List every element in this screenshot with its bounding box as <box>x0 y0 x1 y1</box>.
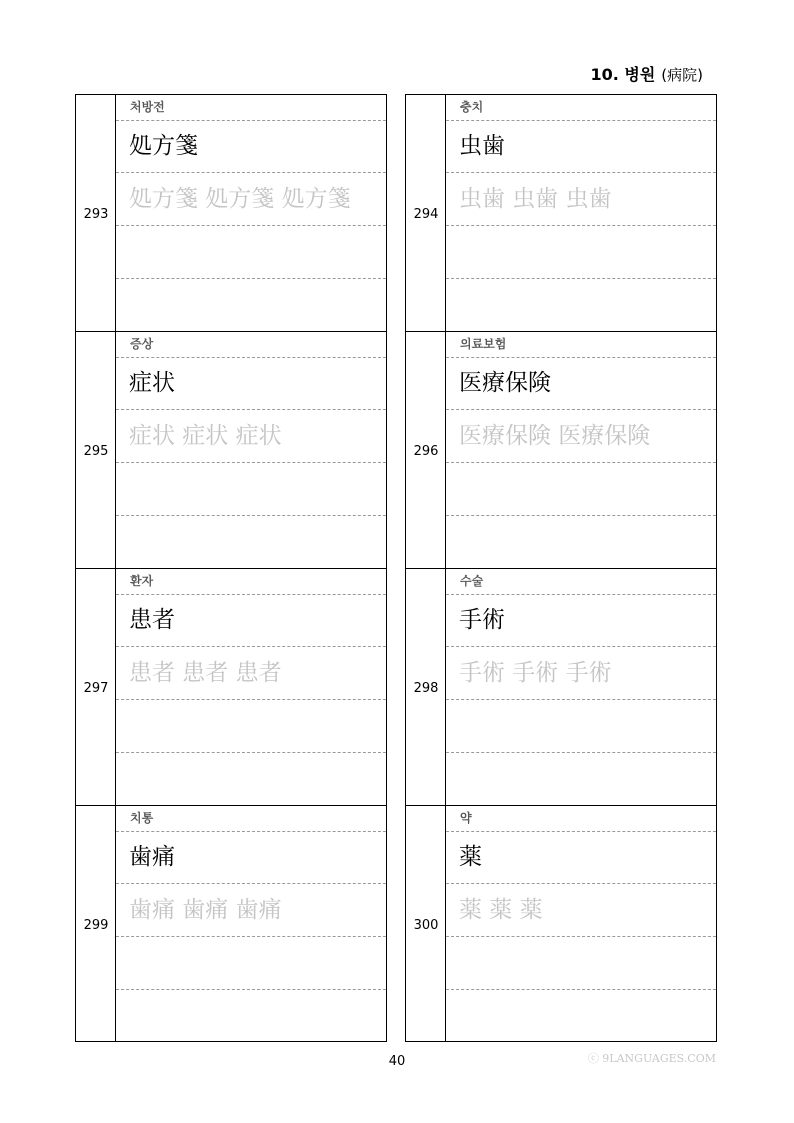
blank-practice-line <box>116 700 386 753</box>
kanji-word: 医療保険 <box>446 358 716 410</box>
blank-practice-line <box>116 463 386 516</box>
kanji-word: 処方箋 <box>116 121 386 173</box>
vocab-card-297 <box>75 568 387 805</box>
korean-label: 의료보험 <box>446 332 716 358</box>
vocab-card-296 <box>405 331 717 568</box>
kanji-word: 患者 <box>116 595 386 647</box>
entry-number: 299 <box>83 918 109 933</box>
number-column <box>406 806 446 1041</box>
number-column <box>76 332 116 568</box>
vocab-card-298 <box>405 568 717 805</box>
korean-label: 충치 <box>446 95 716 121</box>
trace-practice: 患者 患者 患者 <box>116 647 386 700</box>
korean-label: 약 <box>446 806 716 832</box>
korean-label: 수술 <box>446 569 716 595</box>
kanji-word: 歯痛 <box>116 832 386 884</box>
blank-practice-line <box>116 937 386 990</box>
blank-practice-line <box>116 279 386 332</box>
vocab-card-299 <box>75 805 387 1042</box>
blank-practice-line <box>116 516 386 569</box>
blank-practice-line <box>446 990 716 1043</box>
page-title <box>590 62 703 85</box>
blank-practice-line <box>116 226 386 279</box>
vocabulary-grid <box>75 94 717 1042</box>
trace-practice: 医療保険 医療保険 <box>446 410 716 463</box>
korean-label: 처방전 <box>116 95 386 121</box>
entry-number: 300 <box>413 918 439 933</box>
trace-practice: 薬 薬 薬 <box>446 884 716 937</box>
chapter-title: 10. 병원 <box>590 65 656 84</box>
korean-label: 증상 <box>116 332 386 358</box>
vocab-card-293 <box>75 94 387 331</box>
entry-number: 295 <box>83 444 109 459</box>
kanji-word: 手術 <box>446 595 716 647</box>
blank-practice-line <box>116 990 386 1043</box>
blank-practice-line <box>116 753 386 806</box>
trace-practice: 手術 手術 手術 <box>446 647 716 700</box>
korean-label: 환자 <box>116 569 386 595</box>
number-column <box>406 332 446 568</box>
trace-practice: 虫歯 虫歯 虫歯 <box>446 173 716 226</box>
blank-practice-line <box>446 226 716 279</box>
trace-practice: 処方箋 処方箋 処方箋 <box>116 173 386 226</box>
blank-practice-line <box>446 279 716 332</box>
kanji-word: 症状 <box>116 358 386 410</box>
number-column <box>406 95 446 331</box>
trace-practice: 症状 症状 症状 <box>116 410 386 463</box>
vocab-card-295 <box>75 331 387 568</box>
blank-practice-line <box>446 516 716 569</box>
chapter-subtitle: (病院) <box>661 66 703 84</box>
entry-number: 296 <box>413 444 439 459</box>
entry-number: 294 <box>413 207 439 222</box>
blank-practice-line <box>446 937 716 990</box>
number-column <box>76 806 116 1041</box>
entry-number: 297 <box>83 681 109 696</box>
kanji-word: 薬 <box>446 832 716 884</box>
vocab-card-294 <box>405 94 717 331</box>
entry-number: 293 <box>83 207 109 222</box>
vocab-card-300 <box>405 805 717 1042</box>
page-number: 40 <box>388 1054 406 1069</box>
kanji-word: 虫歯 <box>446 121 716 173</box>
number-column <box>76 95 116 331</box>
blank-practice-line <box>446 700 716 753</box>
copyright-notice: ⓒ 9LANGUAGES.COM <box>587 1052 716 1065</box>
korean-label: 치통 <box>116 806 386 832</box>
number-column <box>406 569 446 805</box>
blank-practice-line <box>446 753 716 806</box>
blank-practice-line <box>446 463 716 516</box>
trace-practice: 歯痛 歯痛 歯痛 <box>116 884 386 937</box>
entry-number: 298 <box>413 681 439 696</box>
number-column <box>76 569 116 805</box>
